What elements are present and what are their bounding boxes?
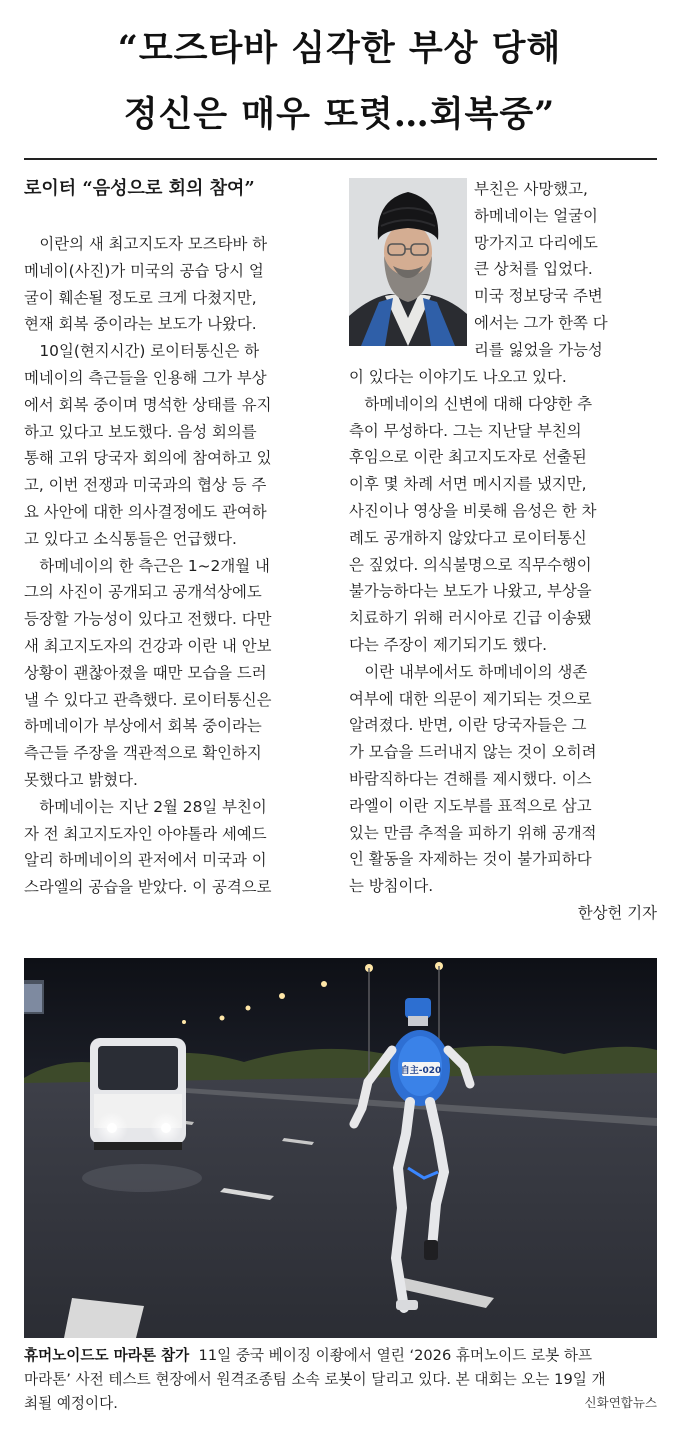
text-line: 있는 만큼 추적을 피하기 위해 공개적 bbox=[349, 823, 597, 842]
text-line: 상황이 괜찮아졌을 때만 모습을 드러 bbox=[24, 663, 267, 682]
text-line: 는 방침이다. bbox=[349, 877, 434, 896]
text-line: 알려졌다. 반면, 이란 당국자들은 그 bbox=[349, 716, 587, 735]
reporter-byline: 한상헌 기자 bbox=[577, 903, 657, 922]
headline-line-2: 정신은 매우 또렷…회복중” bbox=[123, 94, 556, 135]
text-line: 통해 고위 당국자 회의에 참여하고 있 bbox=[24, 449, 272, 468]
news-photo bbox=[24, 958, 657, 1338]
robot-marathon-image bbox=[24, 958, 657, 1338]
text-line: 등장할 가능성이 있다고 전했다. 다만 bbox=[24, 610, 272, 629]
article-column-2-top bbox=[474, 176, 657, 364]
text-line: 하메네이는 지난 2월 28일 부친이 bbox=[24, 797, 267, 816]
text-line: 하고 있다고 보도했다. 음성 회의를 bbox=[24, 422, 257, 441]
text-line: 라엘이 이란 지도부를 표적으로 삼고 bbox=[349, 796, 592, 815]
text-line: 에서 회복 중이며 명석한 상태를 유지 bbox=[24, 395, 272, 414]
caption-line-1 bbox=[24, 1344, 657, 1368]
text-line: 부친은 사망했고, bbox=[474, 180, 588, 198]
text-line: 리를 잃었을 가능성 bbox=[474, 340, 603, 359]
text-line: 하메네이의 한 측근은 1~2개월 내 bbox=[24, 556, 270, 575]
text-line: 큰 상처를 입었다. bbox=[474, 260, 593, 279]
text-line: 새 최고지도자의 건강과 이란 내 안보 bbox=[24, 636, 272, 655]
text-line: 자 전 최고지도자인 아야톨라 세예드 bbox=[24, 824, 267, 843]
text-line: 후임으로 이란 최고지도자로 선출된 bbox=[349, 448, 587, 467]
text-line: 이후 몇 차례 서면 메시지를 냈지만, bbox=[349, 475, 587, 494]
text-line: 은 짚었다. 의식불명으로 직무수행이 bbox=[349, 555, 592, 574]
text-line: 요 사안에 대한 의사결정에도 관여하 bbox=[24, 502, 267, 521]
text-line: 이란의 새 최고지도자 모즈타바 하 bbox=[24, 235, 268, 253]
portrait-photo bbox=[349, 178, 467, 346]
robot-bib-number: 自主-020 bbox=[400, 1066, 442, 1076]
text-line: 하메네이는 얼굴이 bbox=[474, 206, 598, 225]
text-line: 치료하기 위해 러시아로 긴급 이송됐 bbox=[349, 609, 592, 628]
text-line: 미국 정보당국 주변 bbox=[474, 287, 603, 306]
text-line: 사진이나 영상을 비롯해 음성은 한 차 bbox=[349, 501, 597, 520]
text-line: 하메네이의 신변에 대해 다양한 추 bbox=[349, 394, 593, 413]
subheadline: 로이터 “음성으로 회의 참여” bbox=[24, 178, 255, 199]
caption-text: 11일 중국 베이징 이좡에서 열린 ‘2026 휴머노이드 로봇 하프 bbox=[198, 1347, 593, 1364]
text-line: 10일(현지시간) 로이터통신은 하 bbox=[24, 342, 260, 361]
text-line: 하메네이가 부상에서 회복 중이라는 bbox=[24, 717, 262, 736]
caption-line-2: 마라톤’ 사전 테스트 현장에서 원격조종팀 소속 로봇이 달리고 있다. 본 대회는 오는 19일 개 bbox=[24, 1371, 606, 1388]
text-line: 굴이 훼손될 정도로 크게 다쳤지만, bbox=[24, 288, 257, 307]
text-line: 낼 수 있다고 관측했다. 로이터통신은 bbox=[24, 690, 272, 709]
text-line: 이란 내부에서도 하메네이의 생존 bbox=[349, 662, 588, 681]
article-column-1 bbox=[24, 231, 336, 901]
text-line: 이 있다는 이야기도 나오고 있다. bbox=[349, 368, 567, 386]
text-line: 메네이(사진)가 미국의 공습 당시 얼 bbox=[24, 261, 264, 280]
text-line: 불가능하다는 보도가 나왔고, 부상을 bbox=[349, 582, 592, 601]
text-line: 고, 이번 전쟁과 미국과의 협상 등 주 bbox=[24, 476, 267, 495]
photo-credit: 신화연합뉴스 bbox=[584, 1395, 657, 1410]
headline-line-1: “모즈타바 심각한 부상 당해 bbox=[117, 28, 562, 69]
text-line: 측이 무성하다. 그는 지난달 부친의 bbox=[349, 421, 582, 440]
text-line: 여부에 대한 의문이 제기되는 것으로 bbox=[349, 689, 592, 708]
text-line: 스라엘의 공습을 받았다. 이 공격으로 bbox=[24, 878, 272, 897]
portrait-image bbox=[349, 178, 467, 346]
text-line: 고 있다고 소식통들은 언급했다. bbox=[24, 529, 237, 548]
text-line: 그의 사진이 공개되고 공개석상에도 bbox=[24, 583, 262, 602]
text-line: 현재 회복 중이라는 보도가 나왔다. bbox=[24, 315, 257, 334]
text-line: 알리 하메네이의 관저에서 미국과 이 bbox=[24, 851, 267, 870]
caption-title: 휴머노이드도 마라톤 참가 bbox=[24, 1347, 190, 1364]
text-line: 망가지고 다리에도 bbox=[474, 233, 598, 252]
text-line: 가 모습을 드러내지 않는 것이 오히려 bbox=[349, 743, 597, 762]
text-line: 바람직하다는 견해를 제시했다. 이스 bbox=[349, 769, 592, 788]
text-line: 측근들 주장을 객관적으로 확인하지 bbox=[24, 744, 262, 763]
text-line: 다는 주장이 제기되기도 했다. bbox=[349, 635, 547, 654]
text-line: 메네이의 측근들을 인용해 그가 부상 bbox=[24, 368, 267, 387]
text-line: 못했다고 밝혔다. bbox=[24, 770, 138, 789]
text-line: 례도 공개하지 않았다고 로이터통신 bbox=[349, 528, 587, 547]
text-line: 인 활동을 자제하는 것이 불가피하다 bbox=[349, 850, 592, 869]
headline-divider bbox=[24, 158, 657, 160]
headline bbox=[0, 16, 679, 148]
caption-line-3: 최될 예정이다. bbox=[24, 1395, 118, 1412]
photo-caption bbox=[24, 1344, 657, 1416]
text-line: 에서는 그가 한쪽 다 bbox=[474, 313, 608, 332]
article-column-2 bbox=[349, 364, 657, 927]
